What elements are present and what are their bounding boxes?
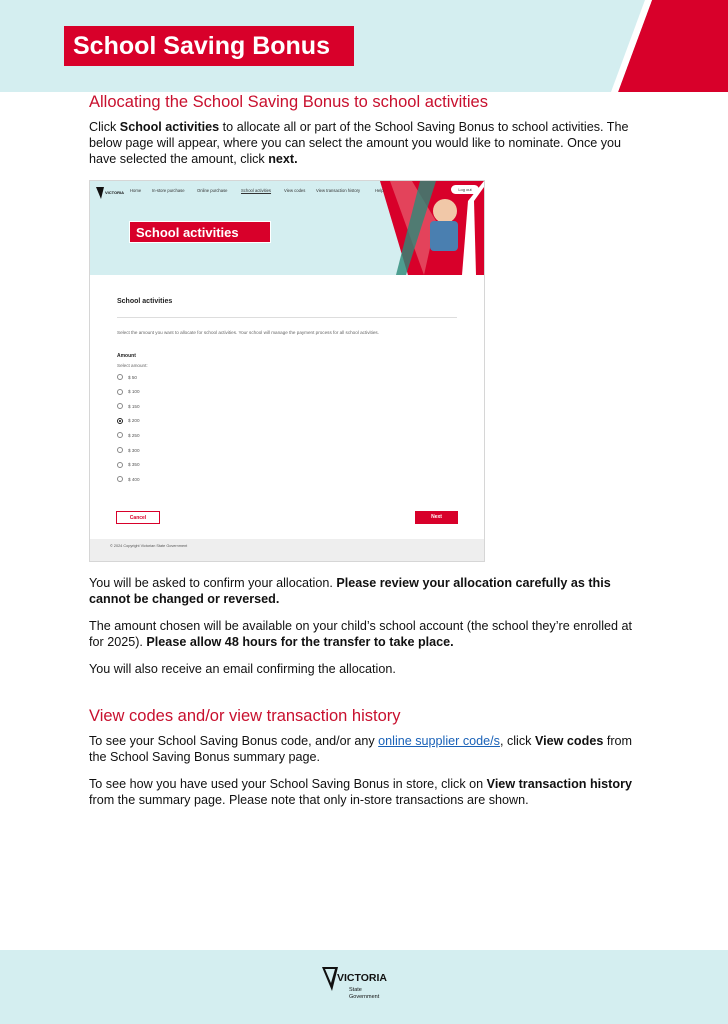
available-paragraph	[89, 618, 649, 650]
amount-option[interactable]	[117, 416, 140, 426]
section-heading-view-codes: View codes and/or view transaction history	[89, 707, 401, 725]
amount-option-label: $ 100	[128, 389, 140, 395]
radio-button[interactable]	[117, 374, 123, 380]
screenshot-hero	[90, 181, 484, 275]
text-run: You will be asked to confirm your allocation.	[89, 576, 337, 590]
svg-text:State: State	[349, 987, 362, 993]
nav-school-activities[interactable]: School activities	[241, 188, 272, 193]
amount-label: Amount	[117, 353, 136, 359]
screenshot-footer	[90, 539, 484, 561]
codes-paragraph	[89, 733, 649, 765]
intro-paragraph	[89, 119, 649, 167]
amount-option-label: $ 400	[128, 476, 140, 482]
nav-online-purchase[interactable]: Online purchase	[197, 188, 228, 193]
svg-text:Government: Government	[349, 994, 380, 1000]
amount-option-label: $ 250	[128, 432, 140, 438]
amount-option-label: $ 150	[128, 403, 140, 409]
nav-in-store-purchase[interactable]: In-store purchase	[152, 188, 185, 193]
text-run: to allocate all or part of the School Saving Bonus to school activities. The below page will appear, where you can select the amount you would like to nominate. Once you have selected the amount, click	[89, 120, 629, 166]
amount-option[interactable]	[117, 430, 140, 440]
form-heading: School activities	[117, 298, 173, 305]
amount-option[interactable]	[117, 445, 140, 455]
screenshot-school-activities	[89, 180, 485, 562]
nav-view-transaction-history[interactable]: View transaction history	[316, 188, 361, 193]
text-run: from the School Saving Bonus summary page.	[89, 734, 633, 764]
amount-option-label: $ 200	[128, 418, 140, 424]
section-heading-allocating: Allocating the School Saving Bonus to school activities	[89, 93, 488, 111]
logout-button[interactable]	[451, 185, 479, 194]
cancel-button[interactable]: Cancel	[116, 511, 160, 524]
text-run: To see your School Saving Bonus code, and/or any	[89, 734, 379, 748]
radio-button[interactable]	[117, 462, 123, 468]
confirm-paragraph	[89, 575, 649, 607]
bold-text: View codes	[534, 734, 604, 748]
bold-text: School activities	[119, 120, 220, 134]
next-button[interactable]: Next	[415, 511, 458, 524]
online-supplier-codes-link[interactable]: online supplier code/s	[378, 734, 500, 748]
nav-home[interactable]: Home	[130, 188, 142, 193]
text-run: , click	[499, 734, 535, 748]
amount-option-label: $ 350	[128, 462, 140, 468]
history-paragraph	[89, 776, 649, 808]
text-run: The amount chosen will be available on your child’s school account (the school they’re enrolled at for 2025).	[89, 619, 633, 649]
bold-text: View transaction history	[486, 777, 632, 791]
text-run: To see how you have used your School Saving Bonus in store, click on	[89, 777, 487, 791]
radio-button[interactable]	[117, 389, 123, 395]
text-run: from the summary page. Please note that only in-store transactions are shown.	[89, 793, 529, 807]
nav-help[interactable]: Help	[375, 188, 384, 193]
radio-button[interactable]	[117, 476, 123, 482]
amount-option-label: $ 50	[128, 374, 137, 380]
divider	[117, 317, 457, 318]
amount-option[interactable]	[117, 387, 140, 397]
select-amount-label: Select amount:	[117, 363, 148, 368]
amount-option-label: $ 300	[128, 447, 140, 453]
page-title: School Saving Bonus	[64, 26, 354, 66]
copyright-text: © 2024 Copyright Victorian State Government	[110, 544, 188, 548]
email-paragraph: You will also receive an email confirming the allocation.	[89, 662, 396, 676]
svg-text:VICTORIA: VICTORIA	[105, 190, 124, 195]
logout-label: Log out	[458, 187, 472, 192]
svg-text:VICTORIA: VICTORIA	[337, 972, 387, 984]
form-description: Select the amount you want to allocate for school activities. Your school will manage the payment process for all school activities.	[117, 330, 379, 335]
amount-option[interactable]	[117, 372, 137, 382]
bold-text: Please review your allocation carefully as this cannot be changed or reversed.	[89, 576, 611, 606]
radio-button[interactable]	[117, 432, 123, 438]
amount-option[interactable]	[117, 401, 140, 411]
amount-option[interactable]	[117, 460, 140, 470]
radio-button[interactable]	[117, 447, 123, 453]
nav-view-codes[interactable]: View codes	[284, 188, 306, 193]
bold-text: next.	[268, 152, 298, 166]
text-run: Click	[89, 120, 120, 134]
amount-option[interactable]	[117, 474, 140, 484]
victoria-state-government-logo	[322, 965, 394, 1007]
radio-button[interactable]	[117, 418, 123, 424]
radio-button[interactable]	[117, 403, 123, 409]
screenshot-victoria-logo	[96, 187, 124, 203]
hero-title: School activities	[129, 221, 271, 243]
bold-text: Please allow 48 hours for the transfer to take place.	[146, 635, 454, 649]
